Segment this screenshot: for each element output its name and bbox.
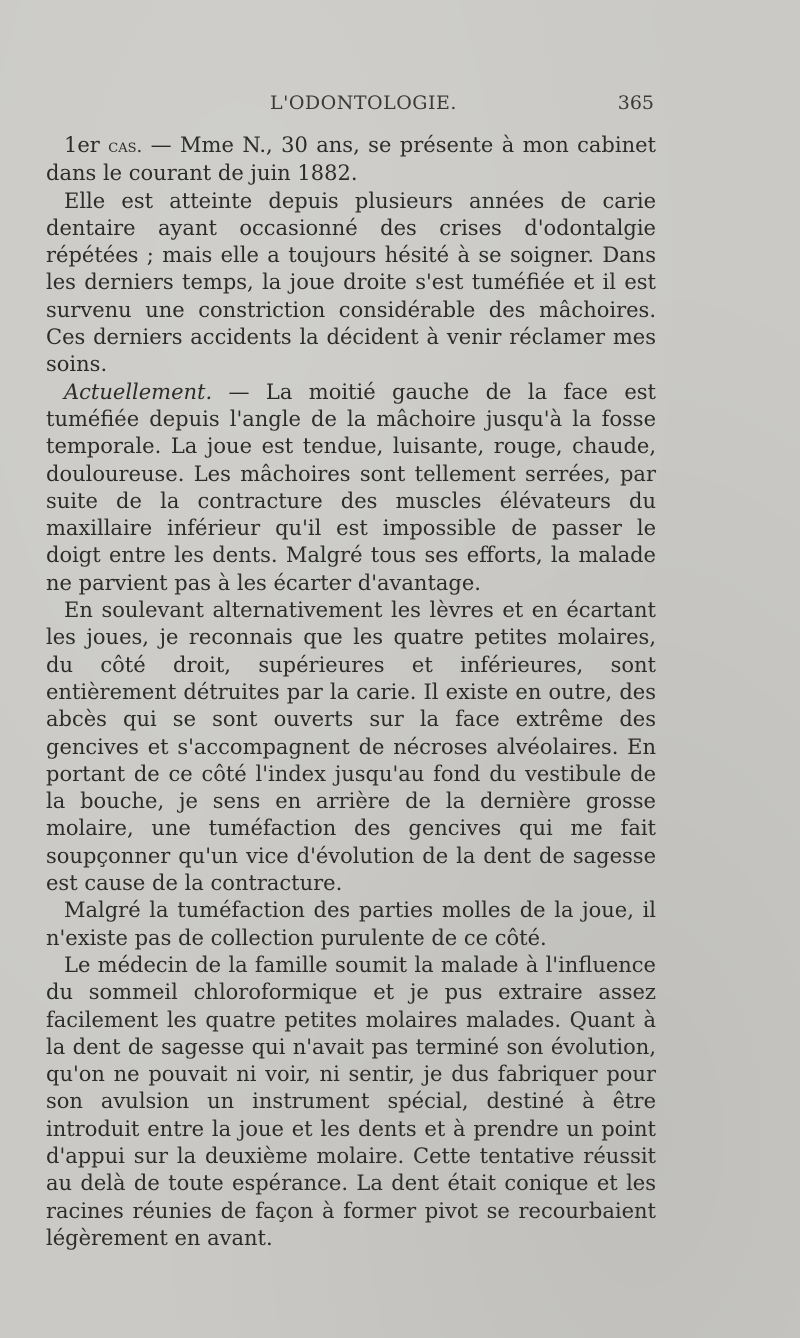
case-intro-text: — Mme N., 30 ans, se présente à mon cabinet dans le courant de juin 1882.	[46, 133, 656, 186]
paragraph-current-state	[46, 379, 656, 597]
running-title: L'ODONTOLOGIE.	[270, 92, 457, 114]
page-header	[48, 92, 654, 122]
paragraph-case-intro	[46, 132, 656, 188]
paragraph-examination: En soulevant alternativement les lèvres et en écartant les joues, je reconnais que les quatre petites molaires, du côté droit, supérieures et inférieures, sont entièrement détruites par la carie. Il existe en outre, des abcès qui se sont ouverts sur la face extrême des gencives et s'accompagnent de nécroses alvéolaires. En portant de ce côté l'index jusqu'au fond du vestibule de la bouche, je sens en arrière de la dernière grosse molaire, une tuméfaction des gencives qui me fait soupçonner qu'un vice d'évolution de la dent de sagesse est cause de la contracture.	[46, 598, 656, 896]
body-text	[46, 132, 656, 1252]
paragraph-history: Elle est atteinte depuis plusieurs années de carie dentaire ayant occasionné des crises d'odontalgie répétées ; mais elle a toujours hésité à se soigner. Dans les derniers temps, la joue droite s'est tuméfiée et il est survenu une constriction considérable des mâchoires. Ces derniers accidents la décident à venir réclamer mes soins.	[46, 188, 656, 377]
paragraph-treatment: Le médecin de la famille soumit la malade à l'influence du sommeil chloroformique et je pus extraire assez facilement les quatre petites molaires malades. Quant à la dent de sagesse qui n'avait pas terminé son évolution, qu'on ne pouvait ni voir, ni sentir, je dus fabriquer pour son avulsion un instrument spécial, destiné à être introduit entre la joue et les dents et à prendre un point d'appui sur la deuxième molaire. Cette tentative réussit au delà de toute espérance. La dent était conique et les racines réunies de façon à former pivot se recourbaient légèrement en avant.	[46, 952, 656, 1250]
page-number: 365	[617, 92, 654, 114]
case-label: cas.	[108, 136, 143, 157]
current-state-heading: Actuellement.	[64, 379, 213, 404]
paragraph-no-pus: Malgré la tuméfaction des parties molles de la joue, il n'existe pas de collection purulente de ce côté.	[46, 898, 656, 950]
case-ordinal: 1er	[64, 133, 100, 157]
current-state-text: — La moitié gauche de la face est tuméfiée depuis l'angle de la mâchoire jusqu'à la fosse temporale. La joue est tendue, luisante, rouge, chaude, douloureuse. Les mâchoires sont tellement serrées, par suite de la contracture des muscles élévateurs du maxillaire inférieur qu'il est impossible de passer le doigt entre les dents. Malgré tous ses efforts, la malade ne parvient pas à les écarter d'avantage.	[46, 379, 656, 595]
